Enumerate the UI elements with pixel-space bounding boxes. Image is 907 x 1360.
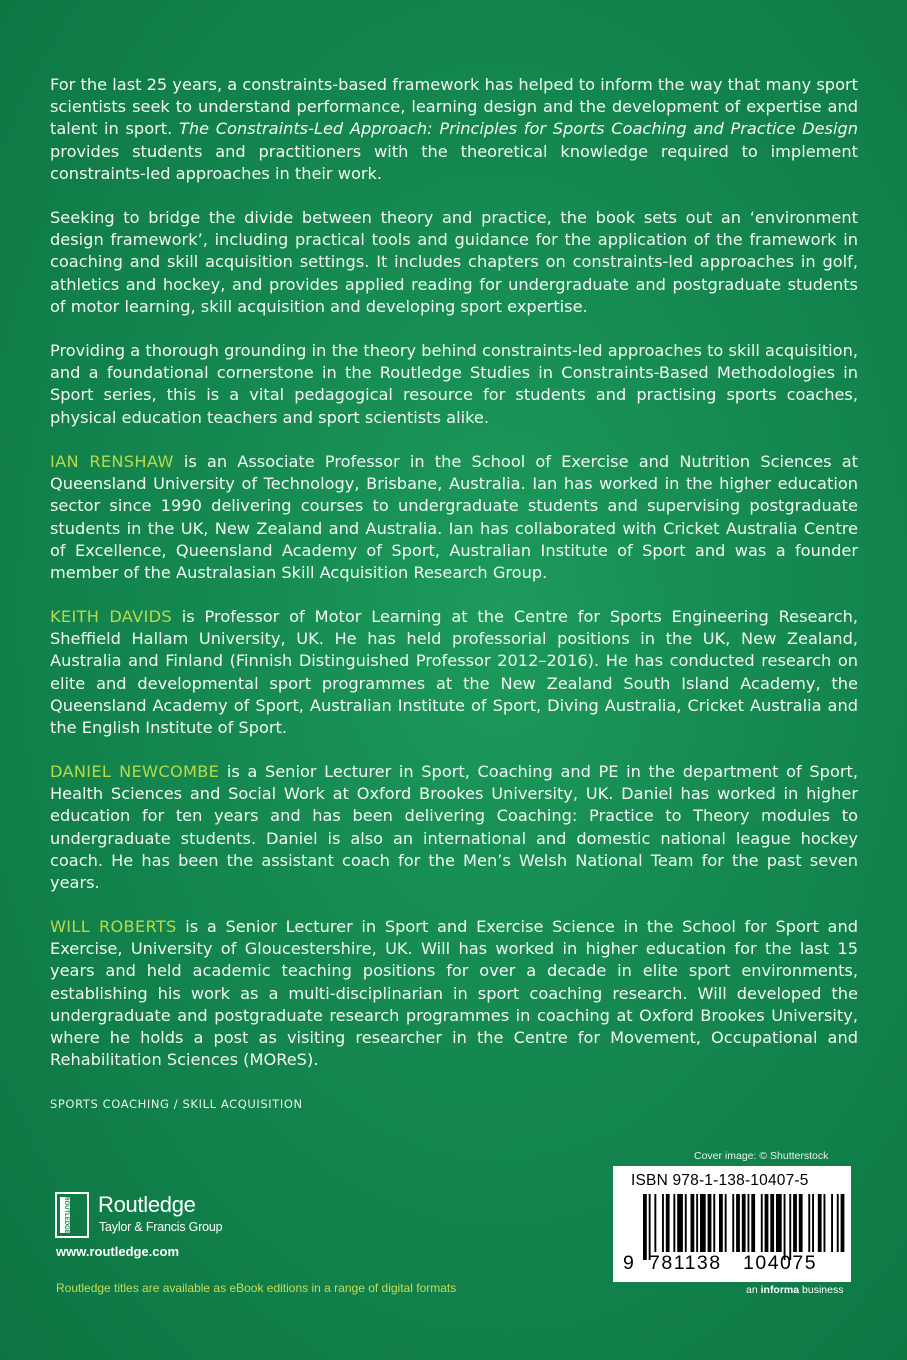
author-bio-text: is an Associate Professor in the School of Exercise and Nutrition Sciences at Queensland University of Technology, Brisbane, Australia. Ian has worked in the higher education sector since 1990 delivering courses to undergraduate students and supervising postgraduate students in the UK, New Zealand and Australia. Ian has collaborated with Cricket Australia Centre of Excellence, Queensland Academy of Sport, Australian Institute of Sport and was a founder member of the Australasian Skill Acquisition Research Group. (50, 452, 858, 583)
barcode-bar (666, 1194, 670, 1252)
intro-text: Seeking to bridge the divide between theory and practice, the book sets out an ‘environment design framework’, including practical tools and guidance for the application of the framework in coaching and skill acquisition settings. It includes chapters on constraints-led approaches in golf, athletics and hockey, and provides applied reading for undergraduate and postgraduate students of motor learning, skill acquisition and developing sport expertise. (50, 208, 858, 316)
barcode-bar (649, 1194, 651, 1260)
publisher-name: Routledge (98, 1192, 196, 1217)
barcode-bar (776, 1194, 782, 1252)
barcode-bar (719, 1194, 723, 1252)
subject-category: SPORTS COACHING / SKILL ACQUISITION (50, 1097, 303, 1111)
barcode-digit-first: 9 (623, 1252, 634, 1274)
cover-credit: Cover image: © Shutterstock (694, 1150, 829, 1162)
barcode-bar (799, 1194, 803, 1252)
barcode-bar (748, 1194, 750, 1252)
author-name: DANIEL NEWCOMBE (50, 762, 220, 781)
author-bio-text: is Professor of Motor Learning at the Centre for Sports Engineering Research, Sheffield Hallam University, UK. He has held professorial positions in the UK, New Zealand, Australia and Finland (Finnish Distinguished Professor 2012–2016). He has conducted research on elite and developmental sport programmes at the New Zealand South Island Academy, the Queensland Academy of Sport, Australian Institute of Sport, Diving Australia, Cricket Australia and the English Institute of Sport. (50, 607, 858, 738)
barcode-bar (761, 1194, 763, 1252)
barcode-bar (643, 1194, 647, 1260)
barcode-bar (789, 1194, 791, 1260)
publisher-website[interactable]: www.routledge.com (56, 1244, 180, 1259)
barcode-bar (837, 1194, 839, 1252)
routledge-logo (55, 1192, 245, 1242)
book-title: The Constraints-Led Approach: Principles for Sports Coaching and Practice Design (178, 119, 858, 139)
informa-suffix: business (799, 1284, 844, 1296)
isbn-label: ISBN 978-1-138-10407-5 (631, 1172, 809, 1189)
intro-text: provides students and practitioners with the theoretical knowledge required to implement constraints-led approaches in their work. (50, 141, 858, 183)
barcode-digits-left: 781138 (649, 1252, 722, 1274)
intro-text: Providing a thorough grounding in the theory behind constraints-led approaches to skill acquisition, and a foundational cornerstone in the Routledge Studies in Constraints-Based Methodologies in Sport series, this is a vital pedagogical resource for students and practising sports coaches, physical education teachers and sport scientists alike. (50, 341, 858, 427)
barcode-bar (784, 1194, 786, 1260)
barcode-bar (765, 1194, 769, 1252)
informa-tagline (746, 1284, 843, 1296)
barcode-bar (713, 1194, 715, 1252)
author-bio (50, 451, 858, 584)
ebook-note: Routledge titles are available as eBook editions in a range of digital formats (56, 1281, 457, 1295)
barcode-bar (812, 1194, 814, 1252)
intro-text: For the last 25 years, a constraints-based framework has helped to inform the way that many sport scientists seek to understand performance, learning design and the development of expertise and talent in sport. (50, 75, 858, 139)
author-name: WILL ROBERTS (50, 917, 177, 936)
barcode-bar (708, 1194, 712, 1252)
barcode-bar (700, 1194, 706, 1252)
barcode-bar (673, 1194, 675, 1252)
barcode-bar (654, 1194, 656, 1252)
author-bio-text: is a Senior Lecturer in Sport, Coaching and PE in the department of Sport, Health Sciences and Social Work at Oxford Brookes University, UK. Daniel has worked in higher education for ten years and has been delivering Coaching: Practice to Theory modules to undergraduate students. Daniel is also an international and domestic national league hockey coach. He has been the assistant coach for the Men’s Welsh National Team for the past seven years. (50, 762, 858, 893)
barcode-bar (831, 1194, 833, 1252)
emblem-text: ROUTLEDGE (63, 1196, 69, 1234)
isbn-barcode (613, 1166, 851, 1282)
publisher-group: Taylor & Francis Group (99, 1220, 223, 1234)
informa-brand: informa (760, 1284, 800, 1296)
barcode-bar (770, 1194, 774, 1252)
author-name: IAN RENSHAW (50, 452, 174, 471)
barcode-bar (808, 1194, 810, 1252)
intro-paragraph-3 (50, 340, 858, 429)
barcode-bar (691, 1194, 695, 1252)
barcode-bar (742, 1194, 746, 1252)
informa-prefix: an (746, 1284, 761, 1296)
barcode-bar (732, 1194, 734, 1252)
intro-paragraph-2 (50, 207, 858, 318)
barcode-bar (793, 1194, 797, 1252)
barcode-bar (685, 1194, 687, 1252)
barcode-bar (818, 1194, 822, 1252)
author-name: KEITH DAVIDS (50, 607, 172, 626)
barcode-bar (662, 1194, 664, 1252)
barcode-bar (751, 1194, 755, 1252)
barcode-bar (824, 1194, 826, 1252)
barcode-bars (621, 1194, 845, 1260)
barcode-bar (736, 1194, 740, 1252)
author-bio (50, 916, 858, 1071)
barcode-bar (841, 1194, 845, 1252)
routledge-emblem-icon (55, 1192, 89, 1238)
author-bio (50, 606, 858, 739)
barcode-bar (725, 1194, 727, 1252)
barcode-digits-right: 104075 (743, 1252, 818, 1274)
author-bio-text: is a Senior Lecturer in Sport and Exercise Science in the School for Sport and Exercise, University of Gloucestershire, UK. Will has worked in higher education for the last 15 years and held academic teaching positions for over a decade in elite sport environments, establishing his work as a multi-disciplinarian in sport coaching research. Will developed the undergraduate and postgraduate research programmes in coaching at Oxford Brookes University, where he holds a post as visiting researcher in the Centre for Movement, Occupational and Rehabilitation Sciences (MOReS). (50, 917, 859, 1070)
barcode-bar (696, 1194, 698, 1252)
barcode-bar (677, 1194, 683, 1252)
author-bio (50, 761, 858, 894)
intro-paragraph-1 (50, 74, 858, 185)
